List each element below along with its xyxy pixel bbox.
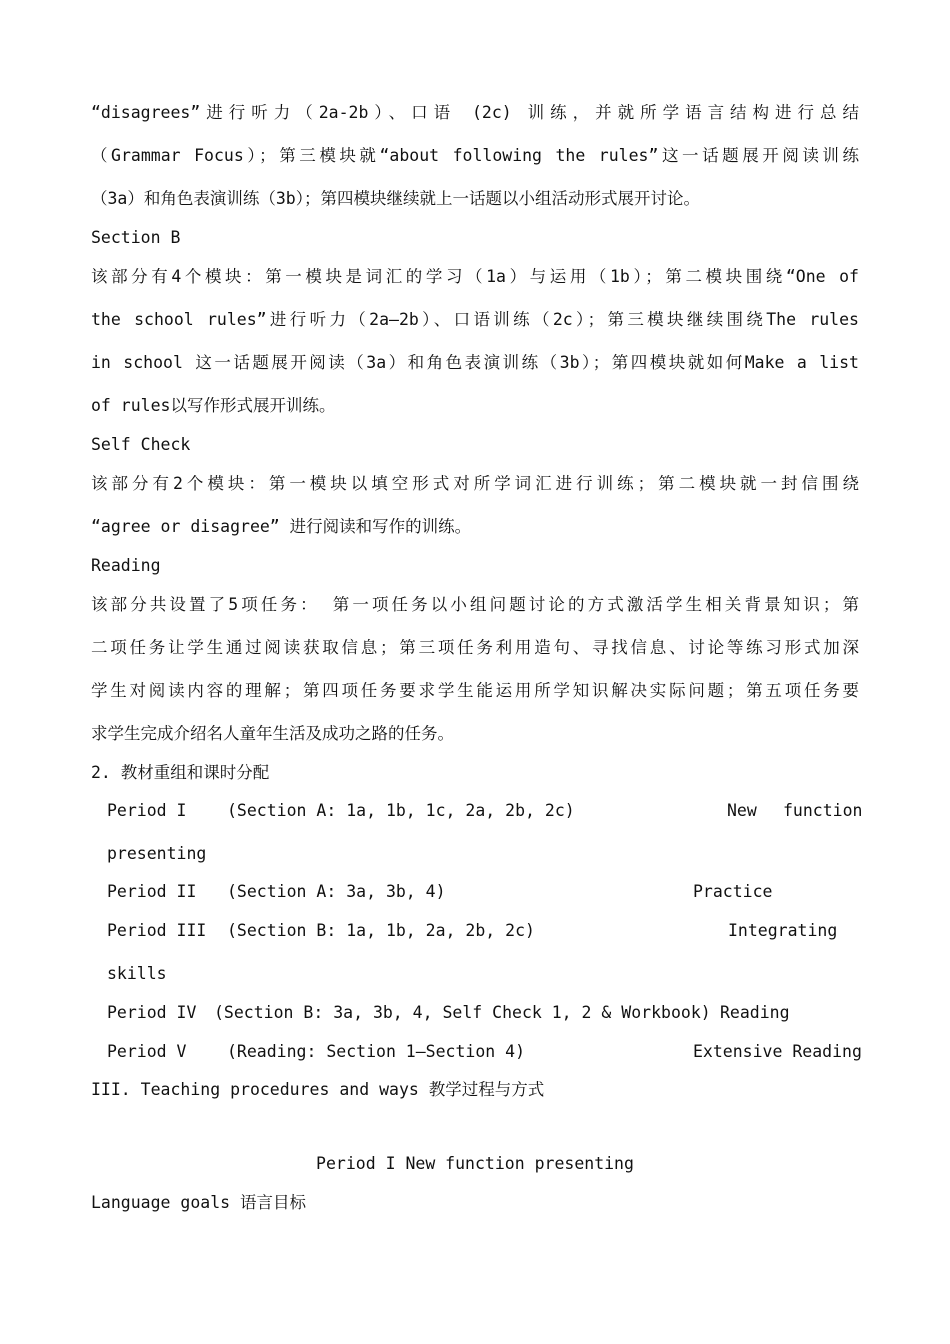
period-5-type: Extensive Reading — [693, 1042, 862, 1061]
period-4-name: Period IV — [107, 1003, 197, 1022]
section-a-line-2: （Grammar Focus）；第三模块就“about following the rules”这一话题展开阅读训练 — [91, 146, 859, 165]
period-2-content: (Section A: 3a, 3b, 4) — [227, 882, 446, 901]
period-1-type-wrap: presenting — [107, 844, 207, 863]
period-3-name: Period III — [107, 921, 207, 940]
period-title: Period I New function presenting — [316, 1154, 634, 1173]
reading-line-3: 学生对阅读内容的理解；第四项任务要求学生能运用所学知识解决实际问题；第五项任务要 — [91, 681, 859, 700]
section-b-line-1: 该部分有4个模块：第一模块是词汇的学习（1a）与运用（1b）；第二模块围绕“One of — [91, 267, 859, 286]
section-b-line-2: the school rules”进行听力（2a—2b）、口语训练（2c）；第三模块继续围绕The rules — [91, 310, 859, 329]
reading-heading: Reading — [91, 556, 161, 575]
period-1-type-2: function — [783, 801, 863, 820]
section-3-heading: III. Teaching procedures and ways 教学过程与方式 — [91, 1080, 545, 1099]
self-check-heading: Self Check — [91, 435, 191, 454]
section-a-line-3: （3a）和角色表演训练（3b）；第四模块继续就上一话题以小组活动形式展开讨论。 — [91, 189, 700, 208]
period-4-content: (Section B: 3a, 3b, 4, Self Check 1, 2 & Workbook) — [214, 1003, 711, 1022]
reading-line-1: 该部分共设置了5项任务： 第一项任务以小组问题讨论的方式激活学生相关背景知识；第 — [91, 595, 859, 614]
section-b-line-4: of rules以写作形式展开训练。 — [91, 396, 336, 415]
section-b-heading: Section B — [91, 228, 181, 247]
reading-line-2: 二项任务让学生通过阅读获取信息；第三项任务利用造句、寻找信息、讨论等练习形式加深 — [91, 638, 859, 657]
period-3-type: Integrating — [728, 921, 838, 940]
period-5-name: Period V — [107, 1042, 187, 1061]
period-1-name: Period I — [107, 801, 187, 820]
period-2-type: Practice — [693, 882, 773, 901]
period-5-content: (Reading: Section 1—Section 4) — [227, 1042, 526, 1061]
period-3-type-wrap: skills — [107, 964, 167, 983]
period-3-content: (Section B: 1a, 1b, 2a, 2b, 2c) — [227, 921, 535, 940]
period-1-type-1: New — [727, 801, 757, 820]
period-1-content: (Section A: 1a, 1b, 1c, 2a, 2b, 2c) — [227, 801, 575, 820]
reading-line-4: 求学生完成介绍名人童年生活及成功之路的任务。 — [91, 724, 454, 743]
section-b-line-3: in school 这一话题展开阅读（3a）和角色表演训练（3b）；第四模块就如何Make a list — [91, 353, 859, 372]
self-check-line-2: “agree or disagree” 进行阅读和写作的训练。 — [91, 517, 472, 536]
self-check-line-1: 该部分有2个模块：第一模块以填空形式对所学词汇进行训练；第二模块就一封信围绕 — [91, 474, 859, 493]
period-4-type: Reading — [720, 1003, 790, 1022]
period-2-name: Period II — [107, 882, 197, 901]
language-goals-heading: Language goals 语言目标 — [91, 1193, 307, 1212]
section-a-line-1: “disagrees”进行听力（2a-2b）、口语 (2c) 训练，并就所学语言结构进行总结 — [91, 103, 859, 122]
section-2-heading: 2. 教材重组和课时分配 — [91, 763, 270, 782]
